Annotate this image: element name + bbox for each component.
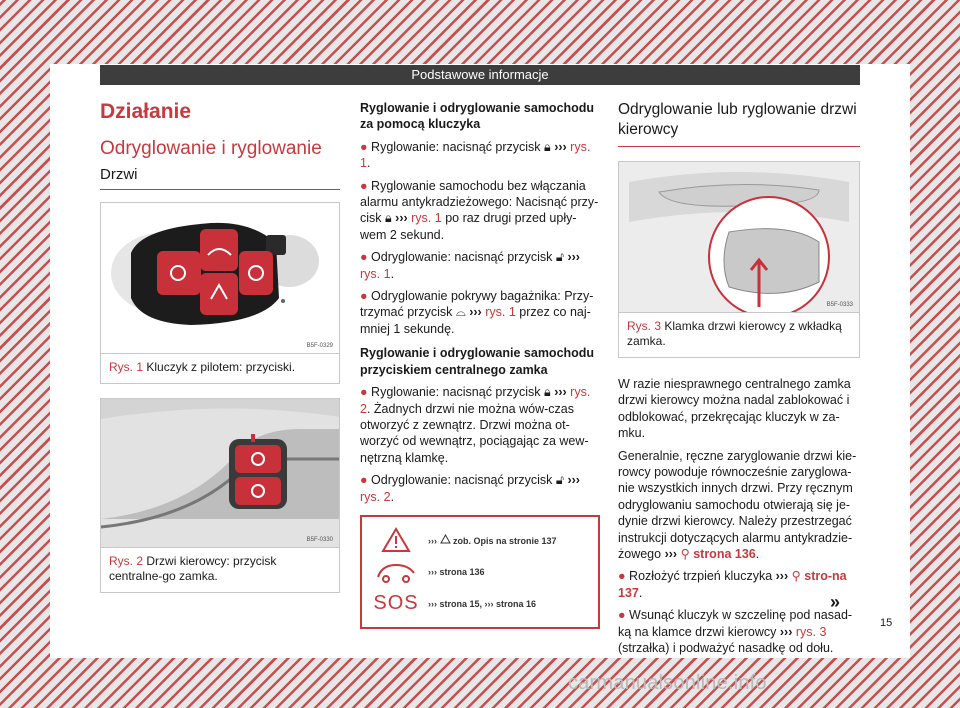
figure-code: B5F-0329 [306, 343, 333, 349]
warning-ref-link[interactable]: ››› zob. Opis na stronie 137 [428, 535, 557, 546]
sos-icon [372, 592, 420, 615]
warning-row [372, 589, 588, 619]
bullet-text: Wsunąć kluczyk w szczelinę pod nasad-ką na klamce drzwi kierowcy [618, 608, 853, 639]
trunk-icon: ⌓ [455, 305, 466, 320]
right-column [618, 100, 860, 663]
figure-caption [101, 353, 339, 383]
warning-ref-text: strona 15, ››› strona 16 [439, 598, 537, 609]
paragraph-general: Generalnie, ręczne zaryglowanie drzwi kie-rowcy powoduje równocześnie zaryglowa-nie wszystkich innych drzwi. Przy ręcznym odryglowaniu samochodu otwierają się je-dynie drzwi kierowcy. Należy przestrzegać instrukcji dotyczących alarmu antykradzie-żowego ››› ⚲ strona 136. [618, 448, 857, 562]
figure-label: Rys. 2 [109, 554, 144, 568]
car-key-icon: ⚲ [680, 547, 690, 562]
door-handle-icon [619, 162, 859, 312]
bullet-text: po raz drugi przed upły-wem 2 sekund. [360, 211, 577, 242]
warning-ref-link[interactable]: ››› strona 15, ››› strona 16 [428, 598, 537, 609]
bullet-text: Ryglowanie: nacisnąć przycisk [371, 139, 541, 154]
left-column [100, 100, 340, 593]
bullet-trunk: ● Odryglowanie pokrywy bagażnika: Przy-trzymać przycisk ⌓ ››› rys. 1 przez co naj-mniej 1 sekundę. [360, 289, 594, 336]
bullet-text: przez co naj-mniej 1 sekundę. [360, 305, 591, 336]
figure-key-fob [100, 202, 340, 384]
page-ref-link[interactable]: strona 136 [693, 547, 756, 562]
bullet-unlock: ● Odryglowanie: nacisnąć przycisk 🔓︎ ››› rys. 1. [360, 250, 580, 281]
figure-ref-link[interactable]: rys. 1 [485, 305, 516, 320]
figure-caption [619, 312, 859, 357]
lock-icon: 🔒︎ [385, 211, 392, 226]
door-handle-image [619, 162, 859, 312]
figure-caption-text: Drzwi kierowcy: przycisk centralne-go zamka. [109, 554, 277, 583]
page-ref-link[interactable]: stro-na 137 [618, 569, 847, 600]
bullet-text: . Żadnych drzwi nie można wów-czas otworzyć z zewnątrz. Drzwi można ot-worzyć od wewnątrz, pociągając za wew-nętrzną klamkę. [360, 401, 589, 465]
warning-row [372, 525, 588, 555]
bullet-dot: ● [618, 569, 626, 584]
figure-label: Rys. 3 [627, 319, 662, 333]
figure-ref-link[interactable]: rys. 2 [360, 385, 591, 416]
unlock-icon: 🔓︎ [555, 250, 564, 265]
bullet-dot: ● [360, 250, 368, 265]
sos-label: SOS [373, 592, 419, 615]
unlock-icon: 🔓︎ [555, 473, 564, 488]
watermark: carmanualsonline.info [568, 672, 767, 694]
figure-ref-link[interactable]: rys. 1 [360, 266, 391, 281]
bullet-lock-no-alarm: ● Ryglowanie samochodu bez włączania alarmu antykradzieżowego: Nacisnąć przy-cisk 🔒︎ ››› rys. 1 po raz drugi przed upły-wem 2 sekund. [360, 178, 599, 242]
bullet-dot: ● [360, 139, 368, 154]
warning-triangle-icon [372, 527, 420, 553]
bullet-text: Rozłożyć trzpień kluczyka [629, 569, 773, 584]
bullet-dot: ● [360, 385, 368, 400]
bullet-text: Odryglowanie: nacisnąć przycisk [371, 250, 553, 265]
subsection-title: Odryglowanie i ryglowanie [100, 138, 322, 159]
bullet-text: (strzałka) i podważyć nasadkę od dołu. [618, 641, 834, 656]
figure-ref-link[interactable]: rys. 2 [360, 489, 391, 504]
warning-row [372, 557, 588, 587]
door-button-icon [101, 399, 339, 547]
warning-ref-text: strona 136 [439, 566, 485, 577]
bullet-central-unlock: ● Odryglowanie: nacisnąć przycisk 🔓︎ ››› rys. 2. [360, 473, 580, 504]
page-header: Podstawowe informacje [100, 65, 860, 85]
continue-arrow: » [830, 592, 841, 612]
bullet-lock: ● Ryglowanie: nacisnąć przycisk 🔒︎ ››› rys. 1. [360, 139, 591, 171]
lock-icon: 🔒︎ [544, 139, 551, 154]
car-key-icon: ⚲ [791, 569, 801, 584]
doors-heading: Drzwi [100, 166, 340, 190]
figure-caption-text: Kluczyk z pilotem: przyciski. [146, 360, 296, 374]
bullet-text: Odryglowanie: nacisnąć przycisk [371, 473, 553, 488]
page-number: 15 [880, 617, 893, 629]
figure-ref-link[interactable]: rys. 3 [795, 624, 827, 639]
figure-ref-link[interactable]: rys. 1 [360, 139, 591, 171]
central-locking-heading: Ryglowanie i odryglowanie samochodu przyciskiem centralnego zamka [360, 346, 595, 377]
bullet-dot: ● [360, 178, 368, 193]
figure-code: B5F-0330 [306, 537, 333, 543]
warning-ref-text: zob. Opis na stronie 137 [453, 535, 557, 546]
paragraph-manual-lock: W razie niesprawnego centralnego zamka drzwi kierowcy można nadal zablokować i odblokować, przekręcając kluczyk w za-mku. [618, 377, 851, 441]
warning-ref-link[interactable]: ››› strona 136 [428, 566, 485, 577]
bullet-dot: ● [360, 289, 368, 304]
figure-caption [101, 547, 339, 592]
bullet-central-lock: ● Ryglowanie: nacisnąć przycisk 🔒︎ ››› rys. 2. Żadnych drzwi nie można wów-czas otworzyć z zewnątrz. Drzwi można ot-worzyć od wewnątrz, pociągając za wew-nętrzną klamkę. [360, 385, 591, 465]
figure-caption-text: Klamka drzwi kierowcy z wkładką zamka. [627, 319, 842, 348]
key-fob-image [101, 203, 339, 353]
lock-icon: 🔒︎ [544, 385, 551, 400]
figure-door-panel [100, 398, 340, 593]
bullet-text: Ryglowanie: nacisnąć przycisk [371, 385, 541, 400]
figure-code: B5F-0333 [826, 302, 853, 308]
bullet-dot: ● [360, 473, 368, 488]
bullet-extend-key: ● Rozłożyć trzpień kluczyka ››› ⚲ stro-na 137. [618, 569, 847, 600]
bullet-text: Odryglowanie pokrywy bagażnika: Przy-trzymać przycisk [360, 289, 594, 320]
section-title: Działanie [100, 100, 192, 123]
car-key-icon [372, 559, 420, 585]
figure-label: Rys. 1 [109, 360, 144, 374]
middle-column [360, 100, 600, 629]
bullet-insert-key: ● Wsunąć kluczyk w szczelinę pod nasad-ką na klamce drzwi kierowcy ››› rys. 3 (strzałka) i podważyć nasadkę od dołu. [618, 608, 853, 656]
small-warning-icon [440, 534, 451, 544]
bullet-dot: ● [618, 608, 626, 623]
figure-ref-link[interactable]: rys. 1 [411, 211, 442, 226]
figure-door-handle [618, 161, 860, 358]
paragraph-text: Generalnie, ręczne zaryglowanie drzwi kie-rowcy powoduje równocześnie zaryglowa-nie wszystkich innych drzwi. Przy ręcznym odryglowaniu samochodu otwierają się je-dynie drzwi kierowcy. Należy przestrzegać instrukcji dotyczących alarmu antykradzie-żowego [618, 448, 857, 562]
driver-door-heading: Odryglowanie lub ryglowanie drzwi kierowcy [618, 100, 860, 147]
key-locking-heading: Ryglowanie i odryglowanie samochodu za pomocą kluczyka [360, 101, 595, 132]
key-fob-icon [101, 203, 339, 353]
bullet-text: Ryglowanie samochodu bez włączania alarmu antykradzieżowego: Nacisnąć przy-cisk [360, 178, 599, 226]
door-panel-image [101, 399, 339, 547]
warning-box [360, 515, 600, 629]
